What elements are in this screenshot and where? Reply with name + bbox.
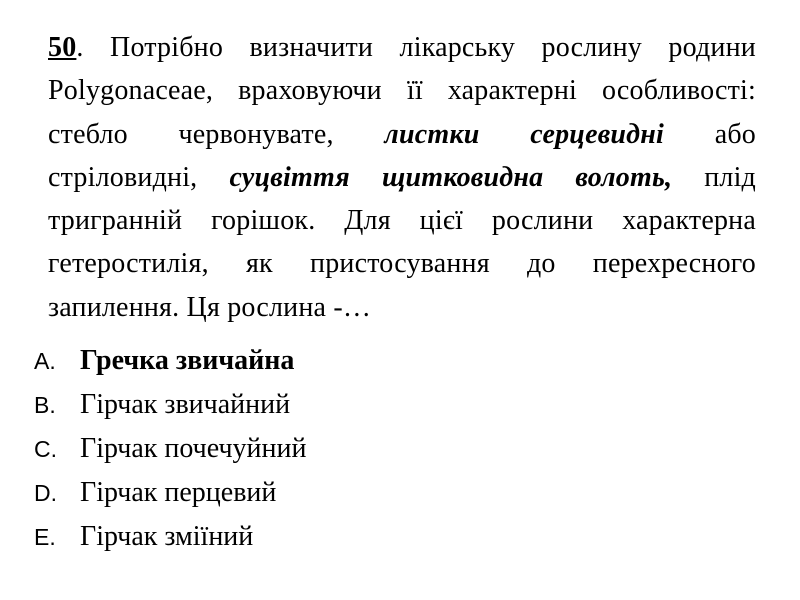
option-text: Гірчак почечуйний <box>80 433 307 464</box>
option-e <box>34 521 306 565</box>
question-line-1-text: . Потрібно визначити лікарську рослину родини <box>76 32 756 63</box>
option-text: Гречка звичайна <box>80 345 295 376</box>
option-d <box>34 477 306 521</box>
question-line-2: Polygonaceae, враховуючи її характерні особливості: <box>48 75 756 107</box>
question-line-4-end: плід <box>672 161 757 193</box>
emphasis-inflorescence: суцвіття щитковидна волоть, <box>229 161 673 193</box>
question-number: 50 <box>48 32 77 63</box>
question-line-5: тригранній горішок. Для цієї рослини характерна <box>48 205 756 237</box>
question-line-6: гетеростилія, як пристосування до перехресного <box>48 248 756 280</box>
question-line-1 <box>48 26 756 69</box>
question-line-3 <box>48 113 756 156</box>
option-letter: B. <box>34 392 56 418</box>
question-line-4-start: стріловидні, <box>48 161 230 193</box>
option-c <box>34 433 306 477</box>
option-letter: E. <box>34 524 56 550</box>
option-text: Гірчак перцевий <box>80 477 277 508</box>
option-text: Гірчак зміїний <box>80 521 254 552</box>
answer-options <box>34 345 306 565</box>
option-a <box>34 345 306 389</box>
question-text <box>48 26 756 329</box>
question-line-3-end: або <box>664 118 756 150</box>
option-text: Гірчак звичайний <box>80 389 291 420</box>
question-line-7: запилення. Ця рослина -… <box>48 291 372 323</box>
question-line-3-start: стебло червонувате, <box>48 118 385 150</box>
option-letter: D. <box>34 480 57 506</box>
option-letter: C. <box>34 436 57 462</box>
emphasis-leaves: листки серцевидні <box>384 118 664 150</box>
option-b <box>34 389 306 433</box>
option-letter: A. <box>34 348 56 374</box>
question-line-4 <box>48 156 756 199</box>
